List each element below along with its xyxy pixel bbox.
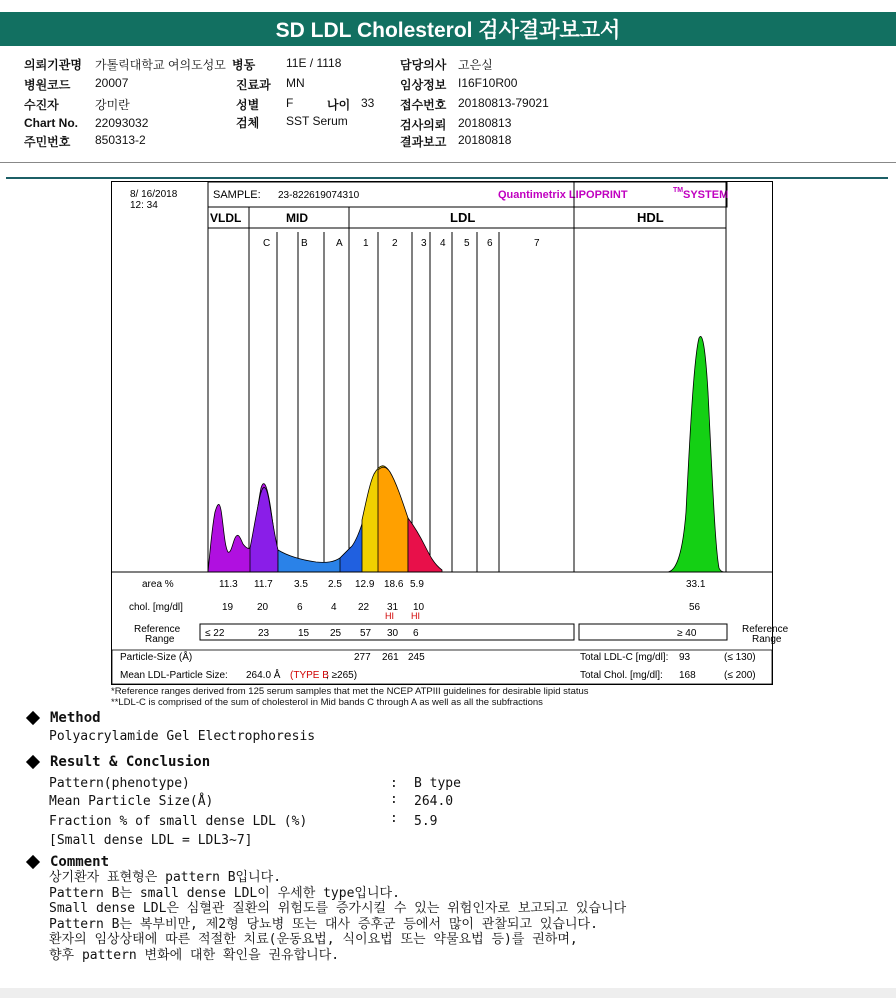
comment-line: Small dense LDL은 심혈관 질환의 위험도를 증가시킬 수 있는 위험인자로 보고되고 있습니다 (49, 901, 627, 917)
band-label: 6 (487, 238, 493, 249)
hospital-label: 의뢰기관명 (24, 58, 82, 72)
ssn-label: 주민번호 (24, 135, 71, 149)
method-heading: Method (50, 710, 101, 726)
divider (6, 177, 888, 179)
total-chol-value: 168 (679, 670, 696, 681)
divider (0, 162, 896, 163)
report-label: 결과보고 (400, 135, 447, 149)
age-value: 33 (361, 96, 375, 110)
comment-section (24, 854, 626, 964)
date-label: 8/ 16/2018 (130, 189, 178, 200)
right-ref-label: Reference (742, 624, 789, 635)
group-label-vldl: VLDL (210, 211, 242, 225)
time-label: 12: 34 (130, 200, 158, 211)
chol-row-label: chol. [mg/dl] (129, 602, 183, 613)
ldl3-peak (408, 518, 442, 572)
patient-label: 수진자 (24, 98, 59, 112)
footnote-1: *Reference ranges derived from 125 serum samples that met the NCEP ATPIII guidelines for desirable lipid status (111, 686, 589, 697)
area-value: 11.7 (254, 579, 273, 590)
brand-system: SYSTEM (683, 189, 729, 201)
hdl-peak (667, 336, 726, 572)
request-label: 검사의뢰 (400, 118, 447, 132)
ssn-value: 850313-2 (95, 133, 146, 147)
hospital-value: 가톨릭대학교 여의도성모 (95, 58, 226, 72)
ref-value: 30 (387, 628, 399, 639)
area-value: 3.5 (294, 579, 308, 590)
ref-value: 6 (413, 628, 419, 639)
total-chol-label: Total Chol. [mg/dl]: (580, 670, 663, 681)
chol-value: 10 (413, 602, 425, 613)
bottom-strip (0, 988, 896, 998)
mean-size-value: 264.0 Å (246, 670, 281, 681)
age-label: 나이 (327, 98, 351, 112)
ref-value: 23 (258, 628, 270, 639)
ref-value-hdl: ≥ 40 (677, 628, 697, 639)
diamond-bullet-icon (26, 855, 40, 869)
specimen-label: 검체 (236, 116, 260, 130)
band-label: 2 (392, 238, 398, 249)
sample-id: 23-822619074310 (278, 190, 360, 201)
chol-value: 19 (222, 602, 234, 613)
brand-tm: TM (673, 187, 684, 194)
code-label: 병원코드 (24, 78, 71, 92)
result-value-fraction: 5.9 (414, 814, 438, 829)
total-ldl-ref: (≤ 130) (724, 652, 756, 663)
code-value: 20007 (95, 76, 129, 90)
result-heading: Result & Conclusion (50, 754, 211, 770)
area-value: 33.1 (686, 579, 706, 590)
receipt-value: 20180813-79021 (458, 96, 549, 110)
ref-value: 15 (298, 628, 310, 639)
doctor-value: 고은실 (458, 58, 493, 72)
sex-label: 성별 (236, 98, 260, 112)
diamond-bullet-icon (26, 755, 40, 769)
band-label: 4 (440, 238, 446, 249)
mid-c-peak (250, 487, 278, 572)
clinical-label: 임상정보 (400, 78, 447, 92)
ref-range-box-hdl (579, 624, 727, 640)
sample-label: SAMPLE: (213, 189, 261, 201)
ref-row-label: Reference (134, 624, 181, 635)
doctor-label: 담당의사 (400, 58, 447, 72)
ref-value: 57 (360, 628, 372, 639)
report-title: SD LDL Cholesterol 검사결과보고서 (0, 12, 896, 46)
comment-line: Pattern B는 small dense LDL이 우세한 type입니다. (49, 885, 400, 901)
chart-no-label: Chart No. (24, 116, 78, 130)
ref-value: 25 (330, 628, 342, 639)
mid-a-peak (340, 517, 364, 572)
mean-ref-value: ; ≥265) (326, 670, 358, 681)
method-section (24, 710, 315, 744)
band-label: 1 (363, 238, 369, 249)
area-value: 12.9 (355, 579, 375, 590)
hi-flag: HI (411, 611, 420, 621)
clinical-value: I16F10R00 (458, 76, 518, 90)
ref-row-label: Range (145, 634, 175, 645)
sex-value: F (286, 96, 294, 110)
band-label: 3 (421, 238, 427, 249)
result-value-pattern: B type (414, 776, 461, 791)
mean-type-value: (TYPE B (290, 670, 329, 681)
chol-value: 6 (297, 602, 303, 613)
dept-value: MN (286, 76, 305, 90)
mean-size-label: Mean LDL-Particle Size: (120, 670, 228, 681)
comment-line: Pattern B는 복부비만, 제2형 당뇨병 또는 대사 증후군 등에서 많이 관찰되고 있습니다. (49, 916, 598, 932)
right-ref-label: Range (752, 634, 782, 645)
result-note: [Small dense LDL = LDL3~7] (49, 833, 253, 848)
comment-line: 향후 pattern 변화에 대한 확인을 권유합니다. (49, 947, 340, 963)
band-label: B (301, 238, 308, 249)
result-colon: : (390, 792, 398, 807)
area-value: 18.6 (384, 579, 404, 590)
footnote-2: **LDL-C is comprised of the sum of cholesterol in Mid bands C through A as well as all the subfractions (111, 697, 543, 708)
band-label: 5 (464, 238, 470, 249)
report-value: 20180818 (458, 133, 512, 147)
lipoprint-chart (111, 181, 789, 685)
size-row-label: Particle-Size (Å) (120, 652, 193, 663)
result-label-size: Mean Particle Size(Å) (49, 794, 214, 809)
result-value-size: 264.0 (414, 794, 454, 809)
area-value: 5.9 (410, 579, 424, 590)
method-text: Polyacrylamide Gel Electrophoresis (49, 729, 316, 744)
band-label: C (263, 238, 271, 249)
area-value: 2.5 (328, 579, 342, 590)
patient-value: 강미란 (95, 98, 130, 112)
total-chol-ref: (≤ 200) (724, 670, 756, 681)
specimen-value: SST Serum (286, 114, 348, 128)
chol-value: 20 (257, 602, 269, 613)
comment-heading: Comment (50, 854, 110, 870)
total-ldl-label: Total LDL-C [mg/dl]: (580, 652, 669, 663)
chol-value: 31 (387, 602, 399, 613)
group-label-hdl: HDL (637, 210, 664, 225)
result-colon: : (390, 811, 398, 826)
area-value: 11.3 (219, 579, 238, 590)
particle-size-value: 261 (382, 652, 399, 663)
area-row-label: area % (142, 579, 174, 590)
brand-label: Quantimetrix LIPOPRINT (498, 189, 628, 201)
chol-value: 4 (331, 602, 337, 613)
total-ldl-value: 93 (679, 652, 691, 663)
particle-size-value: 245 (408, 652, 425, 663)
ward-label: 병동 (232, 58, 256, 72)
mid-b-peak (278, 548, 350, 572)
chol-value: 56 (689, 602, 701, 613)
ref-value: ≤ 22 (205, 628, 225, 639)
comment-line: 환자의 임상상태에 따른 적절한 치료(운동요법, 식이요법 또는 약물요법 등)를 권하며, (49, 932, 578, 948)
chart-no-value: 22093032 (95, 116, 149, 130)
diamond-bullet-icon (26, 711, 40, 725)
result-section (24, 754, 461, 848)
hi-flag: HI (385, 611, 394, 621)
patient-info (0, 54, 896, 162)
result-colon: : (390, 776, 398, 791)
result-label-fraction: Fraction % of small dense LDL (%) (49, 814, 308, 829)
lipoprint-svg (112, 182, 789, 684)
chol-value: 22 (358, 602, 370, 613)
comment-line: 상기환자 표현형은 pattern B입니다. (49, 870, 282, 885)
ward-value: 11E / 1118 (286, 56, 342, 70)
band-label: A (336, 238, 343, 249)
band-label: 7 (534, 238, 540, 249)
ldl2-peak (378, 467, 408, 572)
group-label-ldl: LDL (450, 210, 476, 225)
dept-label: 진료과 (236, 78, 271, 92)
group-label-mid: MID (286, 211, 308, 225)
particle-size-value: 277 (354, 652, 371, 663)
receipt-label: 접수번호 (400, 98, 447, 112)
result-label-pattern: Pattern(phenotype) (49, 776, 190, 791)
request-value: 20180813 (458, 116, 512, 130)
